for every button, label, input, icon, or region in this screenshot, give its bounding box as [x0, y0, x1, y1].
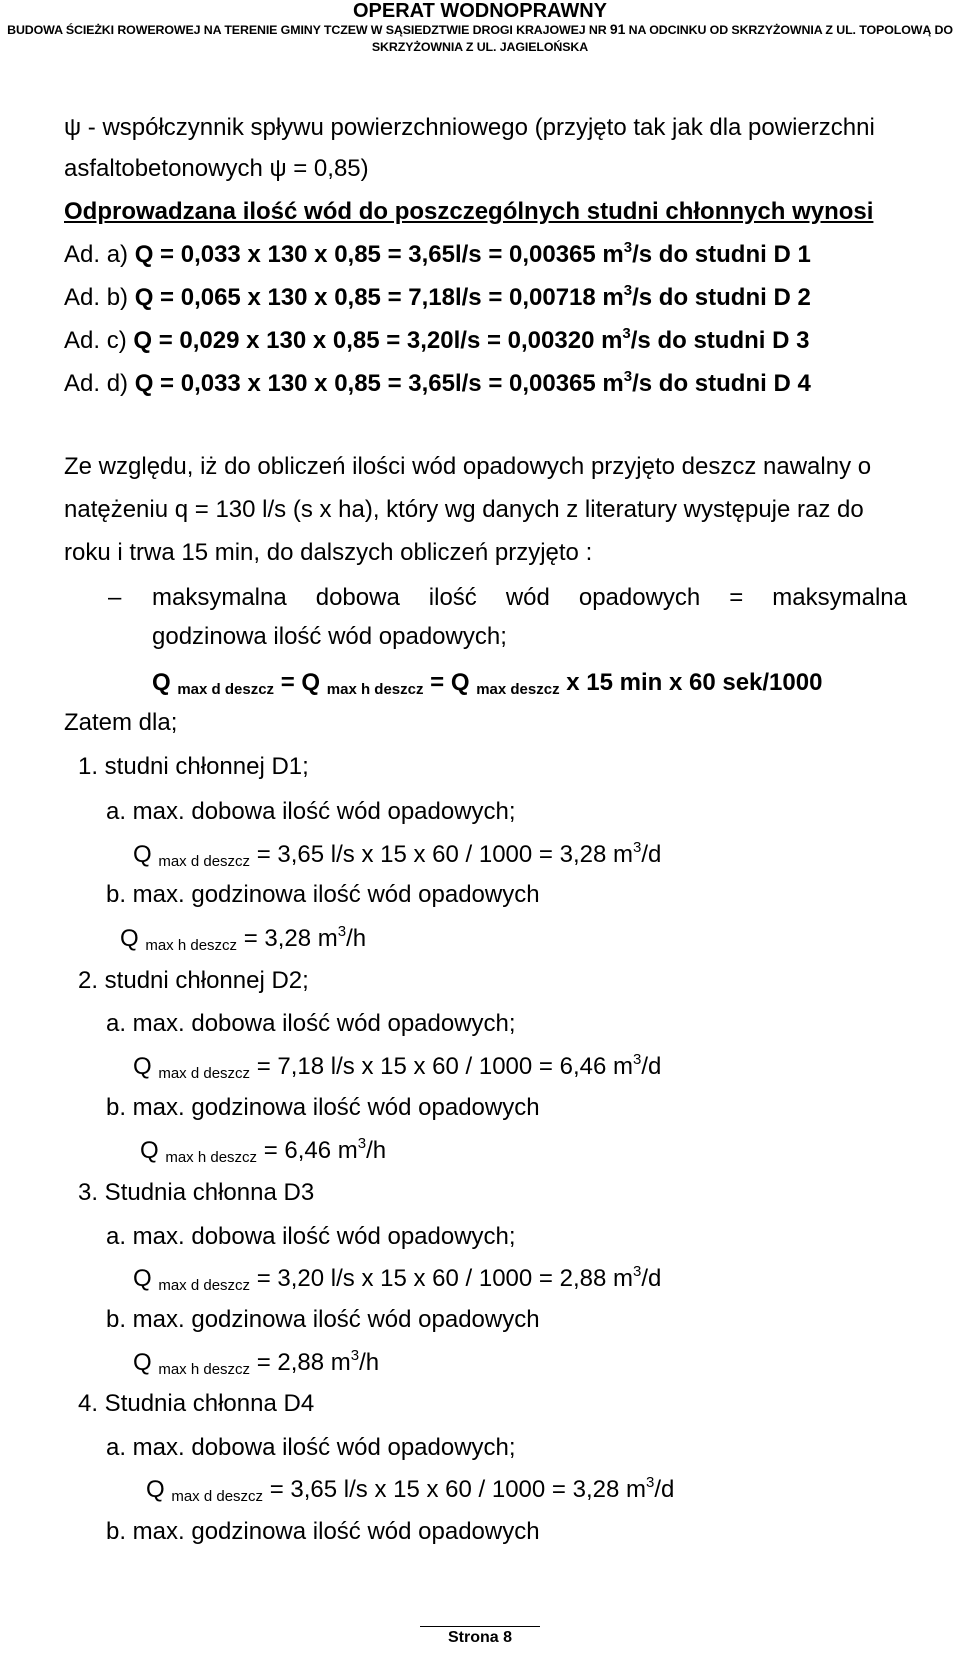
ad-row-b: Ad. b) Q = 0,065 x 130 x 0,85 = 7,18l/s = 0,00718 $m^3/s$ do studni D 2	[64, 282, 811, 311]
section-4-title: 4. Studnia chłonna D4	[78, 1390, 315, 1417]
psi-definition-line-2: asfaltobetonowych ψ = 0,85)	[64, 155, 369, 182]
section-3-qa: Q $_{max d deszcz}$ = 3,20 l/s x 15 x 60 / 1000 = 2,88 $m^3/d$	[133, 1263, 662, 1294]
ad-row-a: Ad. a) Q = 0,033 x 130 x 0,85 = 3,65l/s = 0,00365 $m^3/s$ do studni D 1	[64, 239, 811, 268]
section-1-b: b. max. godzinowa ilość wód opadowych	[106, 881, 540, 908]
document-title: OPERAT WODNOPRAWNY	[352, 0, 608, 22]
section-2-a: a. max. dobowa ilość wód opadowych;	[106, 1010, 516, 1037]
bullet-line-1: maksymalna dobowa ilość wód opadowych = maksymalna	[152, 584, 907, 611]
section-3-qb: Q $_{max h deszcz}$ = 2,88 $m^3/h$	[133, 1347, 380, 1378]
section-3-a: a. max. dobowa ilość wód opadowych;	[106, 1223, 516, 1250]
bullet-dash: –	[108, 584, 122, 611]
main-formula: Q $_{max d deszcz}$ = Q $_{max h deszcz}$ = Q $_{max deszcz}$ x 15 min x 60 sek/1000	[152, 669, 823, 698]
section-1-qa: Q $_{max d deszcz}$ = 3,65 l/s x 15 x 60 / 1000 = 3,28 $m^3/d$	[133, 839, 662, 870]
section-2-b: b. max. godzinowa ilość wód opadowych	[106, 1094, 540, 1121]
section-1-a: a. max. dobowa ilość wód opadowych;	[106, 798, 516, 825]
ad-row-d: Ad. d) Q = 0,033 x 130 x 0,85 = 3,65l/s = 0,00365 $m^3/s$ do studni D 4	[64, 368, 811, 397]
section-2-title: 2. studni chłonnej D2;	[78, 967, 309, 994]
bullet-line-2: godzinowa ilość wód opadowych;	[152, 623, 507, 650]
ad-row-c: Ad. c) Q = 0,029 x 130 x 0,85 = 3,20l/s = 0,00320 $m^3/s$ do studni D 3	[64, 325, 810, 354]
page-number: Strona 8	[447, 1629, 512, 1646]
footer-divider	[420, 1626, 540, 1627]
section-4-qa: Q $_{max d deszcz}$ = 3,65 l/s x 15 x 60 / 1000 = 3,28 $m^3/d$	[146, 1474, 675, 1505]
psi-definition-line-1: ψ - współczynnik spływu powierzchniowego (przyjęto tak jak dla powierzchni	[64, 114, 875, 141]
section-heading: Odprowadzana ilość wód do poszczególnych studni chłonnych wynosi	[64, 198, 874, 225]
project-title-line-1: BUDOWA ŚCIEŻKI ROWEROWEJ NA TERENIE GMINY TCZEW W SĄSIEDZTWIE DROGI KRAJOWEJ NR 91 NA ODCINKU OD SKRZYŻOWNIA Z UL. TOPOLOWĄ DO	[7, 21, 953, 37]
section-1-title: 1. studni chłonnej D1;	[78, 753, 309, 780]
paragraph-line-3: roku i trwa 15 min, do dalszych obliczeń przyjęto :	[64, 539, 593, 566]
section-4-b: b. max. godzinowa ilość wód opadowych	[106, 1518, 540, 1545]
project-title-line-2: SKRZYŻOWNIA Z UL. JAGIELOŃSKA	[371, 40, 589, 54]
section-2-qa: Q $_{max d deszcz}$ = 7,18 l/s x 15 x 60 / 1000 = 6,46 $m^3/d$	[133, 1051, 662, 1082]
paragraph-line-1: Ze względu, iż do obliczeń ilości wód opadowych przyjęto deszcz nawalny o	[64, 453, 872, 480]
paragraph-line-2: natężeniu q = 130 l/s (s x ha), który wg danych z literatury występuje raz do	[64, 496, 864, 523]
zatem-label: Zatem dla;	[64, 709, 178, 736]
section-1-qb: Q $_{max h deszcz}$ = 3,28 $m^3/h$	[120, 923, 367, 954]
section-2-qb: Q $_{max h deszcz}$ = 6,46 $m^3/h$	[140, 1135, 387, 1166]
section-4-a: a. max. dobowa ilość wód opadowych;	[106, 1434, 516, 1461]
section-3-b: b. max. godzinowa ilość wód opadowych	[106, 1306, 540, 1333]
section-3-title: 3. Studnia chłonna D3	[78, 1179, 315, 1206]
